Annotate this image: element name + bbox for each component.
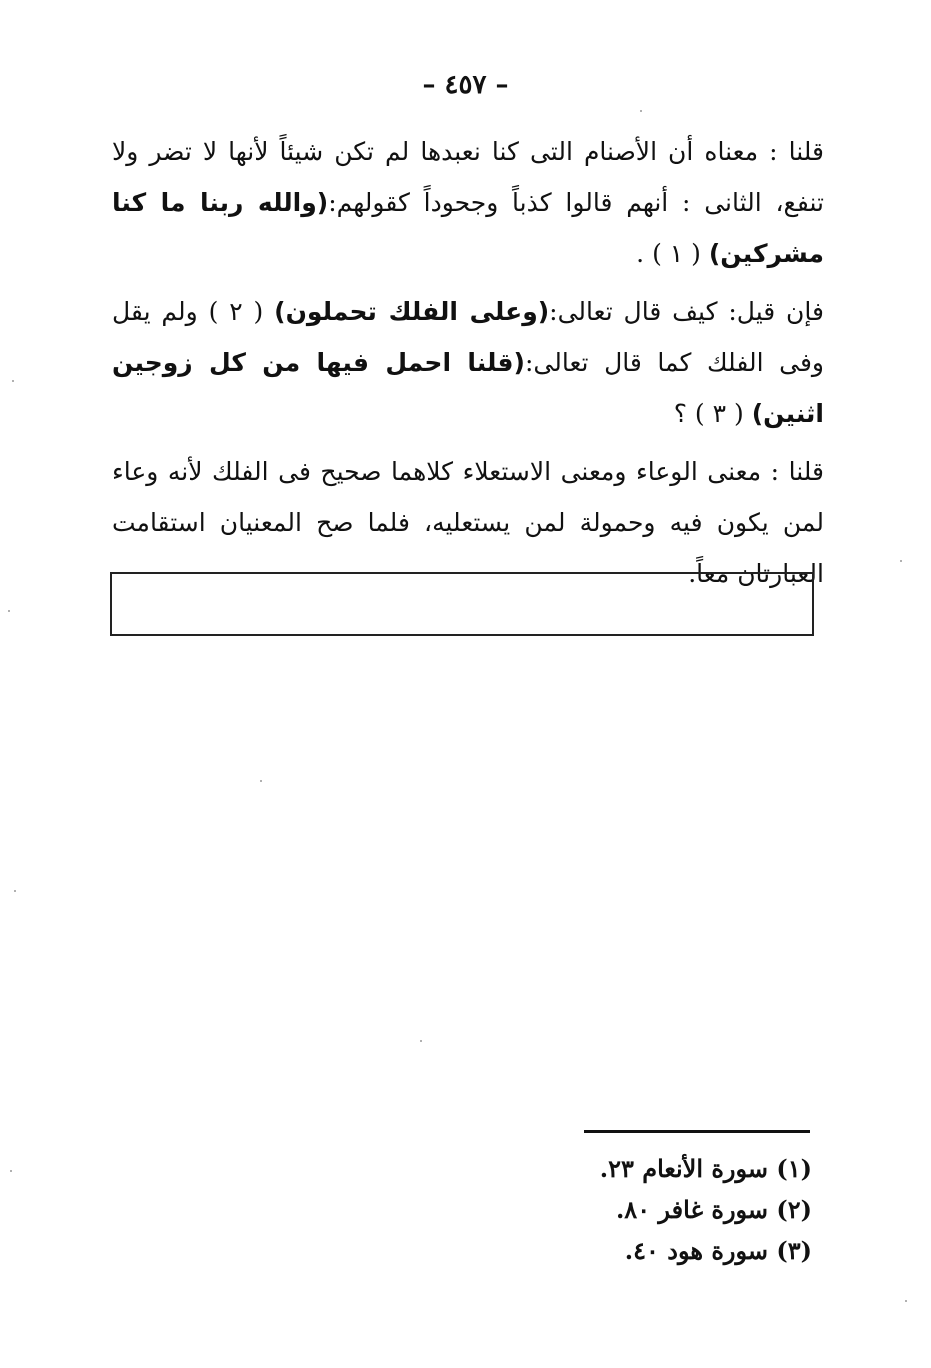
scan-speck — [905, 1300, 907, 1302]
empty-frame — [110, 572, 814, 636]
scan-speck — [420, 1040, 422, 1042]
scan-speck — [14, 890, 16, 892]
footnote-2: (٢) سورة غافر ٨٠. — [615, 1195, 812, 1224]
footnote-3: (٣) سورة هود ٤٠. — [624, 1236, 812, 1265]
scan-speck — [900, 560, 902, 562]
scan-speck — [10, 1170, 12, 1172]
paragraph-1 — [112, 126, 824, 279]
paragraph-text: قلنا : معنى الوعاء ومعنى الاستعلاء كلاهما صحيح فى الفلك لأنه وعاء لمن يكون فيه وحمولة لمن يستعليه، فلما صح المعنيان استقامت العبارتان معاً. — [112, 457, 824, 588]
paragraph-text: فإن قيل: كيف قال تعالى: — [549, 297, 824, 326]
scan-speck — [640, 110, 642, 112]
footnote-ref: ( ٣ ) ؟ — [673, 399, 752, 428]
scan-speck — [8, 610, 10, 612]
footnote-divider — [584, 1130, 810, 1133]
paragraph-2 — [112, 286, 824, 439]
page-number: – ٤٥٧ – — [422, 70, 509, 100]
quran-quote: (قلنا احمل فيها من كل زوجين اثنين) — [112, 348, 824, 428]
quran-quote: (وعلى الفلك تحملون) — [274, 297, 550, 326]
main-text — [112, 126, 824, 606]
paragraph-text: ( ٢ ) ولم يقل وفى الفلك كما قال تعالى: — [112, 297, 824, 377]
footnotes — [520, 1148, 812, 1271]
paragraph-text: قلنا : معناه أن الأصنام التى كنا نعبدها لم تكن شيئاً لأنها لا تضر ولا تنفع، الثانى : أنهم قالوا كذباً وجحوداً كقولهم: — [112, 137, 824, 217]
scan-speck — [12, 380, 14, 382]
quran-quote: (والله ربنا ما كنا مشركين) — [112, 188, 824, 268]
footnote-1: (١) سورة الأنعام ٢٣. — [599, 1154, 812, 1183]
scan-speck — [260, 780, 262, 782]
footnote-ref: ( ١ ) . — [636, 239, 709, 268]
